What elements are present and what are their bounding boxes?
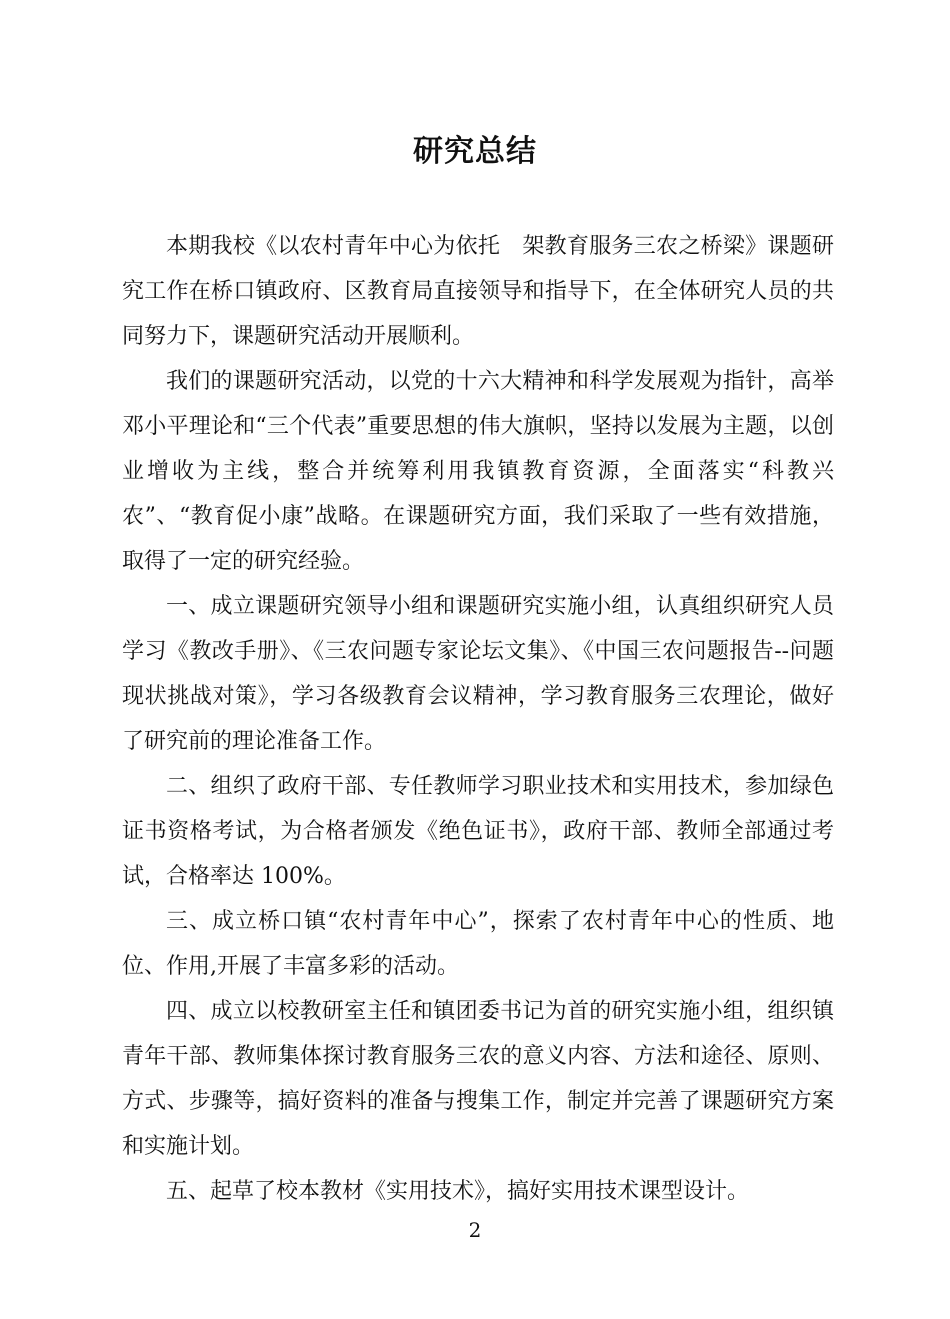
paragraph-item-4: 四、成立以校教研室主任和镇团委书记为首的研究实施小组，组织镇青年干部、教师集体探讨教育服务三农的意义内容、方法和途径、原则、方式、步骤等，搞好资料的准备与搜集工作，制定并完善了课题研究方案和实施计划。 [122,999,834,1159]
document-title: 研究总结 [413,134,537,169]
paragraph-item-1: 一、成立课题研究领导小组和课题研究实施小组，认真组织研究人员学习《教改手册》、《三农问题专家论坛文集》、《中国三农问题报告--问题现状挑战对策》，学习各级教育会议精神，学习教育服务三农理论，做好了研究前的理论准备工作。 [122,594,834,754]
paragraph-item-5: 五、起草了校本教材《实用技术》，搞好实用技术课型设计。 [166,1179,750,1204]
paragraph-item-2: 二、组织了政府干部、专任教师学习职业技术和实用技术，参加绿色证书资格考试，为合格者颁发《绝色证书》，政府干部、教师全部通过考试，合格率达 100%。 [122,774,834,889]
paragraph-guiding-principles: 我们的课题研究活动，以党的十六大精神和科学发展观为指针，高举邓小平理论和“三个代表”重要思想的伟大旗帜，坚持以发展为主题，以创业增收为主线，整合并统筹利用我镇教育资源，全面落实“科教兴农”、“教育促小康”战略。在课题研究方面，我们采取了一些有效措施，取得了一定的研究经验。 [122,369,834,574]
paragraph-item-3: 三、成立桥口镇“农村青年中心”，探索了农村青年中心的性质、地位、作用,开展了丰富多彩的活动。 [122,909,834,979]
paragraph-intro: 本期我校《以农村青年中心为依托 架教育服务三农之桥梁》课题研究工作在桥口镇政府、区教育局直接领导和指导下，在全体研究人员的共同努力下，课题研究活动开展顺利。 [122,234,834,349]
document-body [122,224,834,1214]
page-number: 2 [468,1218,482,1242]
